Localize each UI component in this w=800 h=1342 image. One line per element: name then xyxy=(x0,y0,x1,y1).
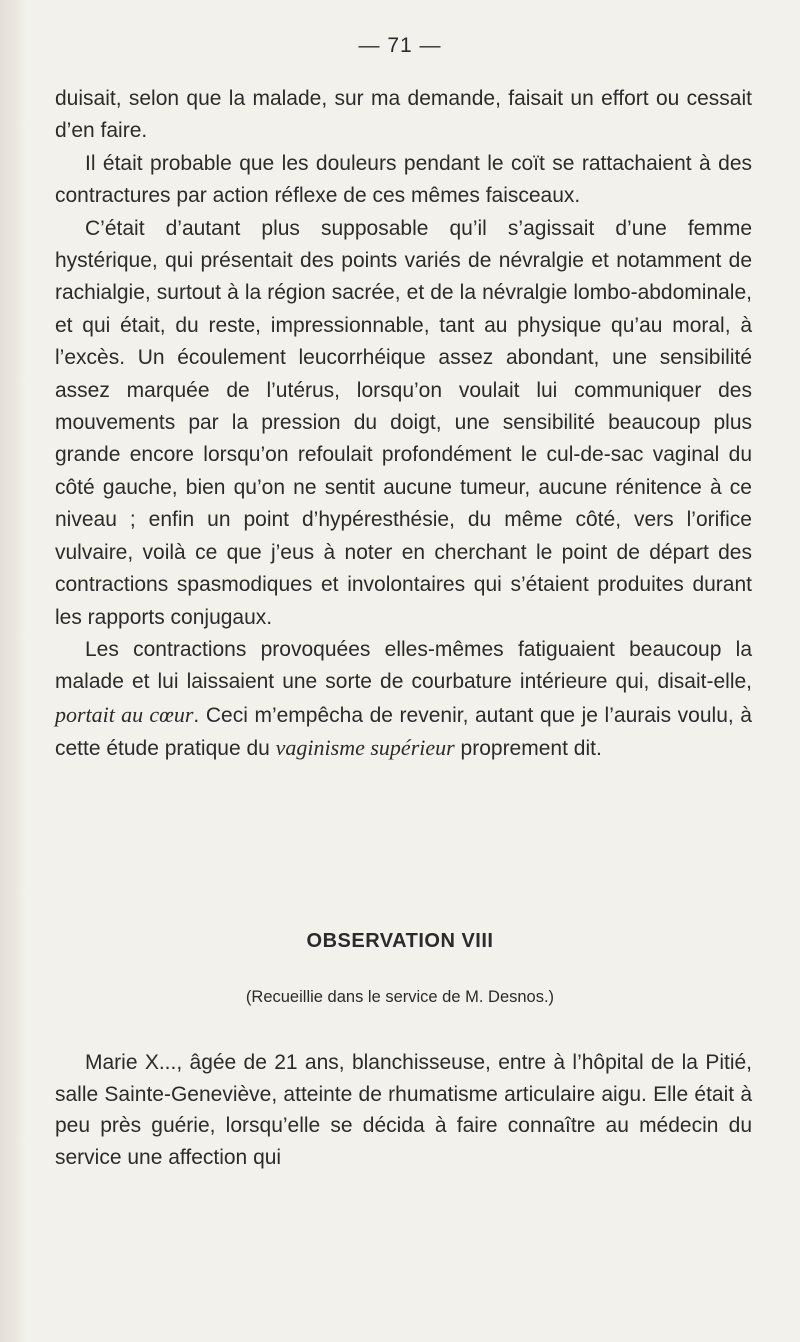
paragraph-continued: duisait, selon que la malade, sur ma demande, faisait un effort ou cessait d’en faire. xyxy=(55,87,752,143)
paragraph-marie-x: Marie X..., âgée de 21 ans, blanchisseuse, entre à l’hôpital de la Pitié, salle Sainte-Geneviève, atteinte de rhumatisme articulaire aigu. Elle était à peu près guérie, lorsqu’elle se décida à faire connaître au médecin du service une affection qui xyxy=(55,1051,752,1169)
body-text-lower xyxy=(55,1047,752,1173)
page-number: — 71 — xyxy=(358,34,442,57)
paragraph-contractures: Il était probable que les douleurs pendant le coït se rattachaient à des contractures par action réflexe de ces mêmes faisceaux. xyxy=(55,151,752,208)
body-text-upper xyxy=(55,83,752,766)
paragraph-contractions xyxy=(55,634,752,766)
page-binding-shadow xyxy=(0,0,26,1342)
italic-portait-au-coeur: portait au cœur xyxy=(55,701,194,727)
paragraph-contractions-part-1: Les contractions provoquées elles-mêmes fatiguaient beaucoup la malade et lui laissaient une sorte de courbature intérieure qui, disait-elle, xyxy=(55,637,752,694)
observation-heading: OBSERVATION VIII xyxy=(306,930,494,952)
italic-vaginisme-superieur: vaginisme supérieur xyxy=(275,735,455,761)
paragraph-hysterique: C’était d’autant plus supposable qu’il s’agissait d’une femme hystérique, qui présentait des points variés de névralgie et notamment de rachialgie, surtout à la région sacrée, et de la névralgie lombo-abdominale, et qui était, du reste, impressionnable, tant au physique qu’au moral, à l’excès. Un écoulement leucorrhéique assez abondant, une sensibilité assez marquée de l’utérus, lorsqu’on voulait lui communiquer des mouvements par la pression du doigt, une sensibilité beaucoup plus grande encore lorsqu’on refoulait profondément le cul-de-sac vaginal du côté gauche, bien qu’on ne sentit aucune tumeur, aucune rénitence à ce niveau ; enfin un point d’hypéresthésie, du même côté, vers l’orifice vulvaire, voilà ce que j’eus à noter en cherchant le point de départ des contractions spasmodiques et involontaires qui s’étaient produites durant les rapports conjugaux. xyxy=(55,216,752,629)
paragraph-contractions-part-3: proprement dit. xyxy=(454,737,602,761)
paragraph-contractions-part-2: . Ceci m’empêcha de revenir, autant que je l’aurais voulu, à cette étude pratique du xyxy=(55,703,752,761)
observation-subheading: (Recueillie dans le service de M. Desnos.) xyxy=(245,988,555,1006)
